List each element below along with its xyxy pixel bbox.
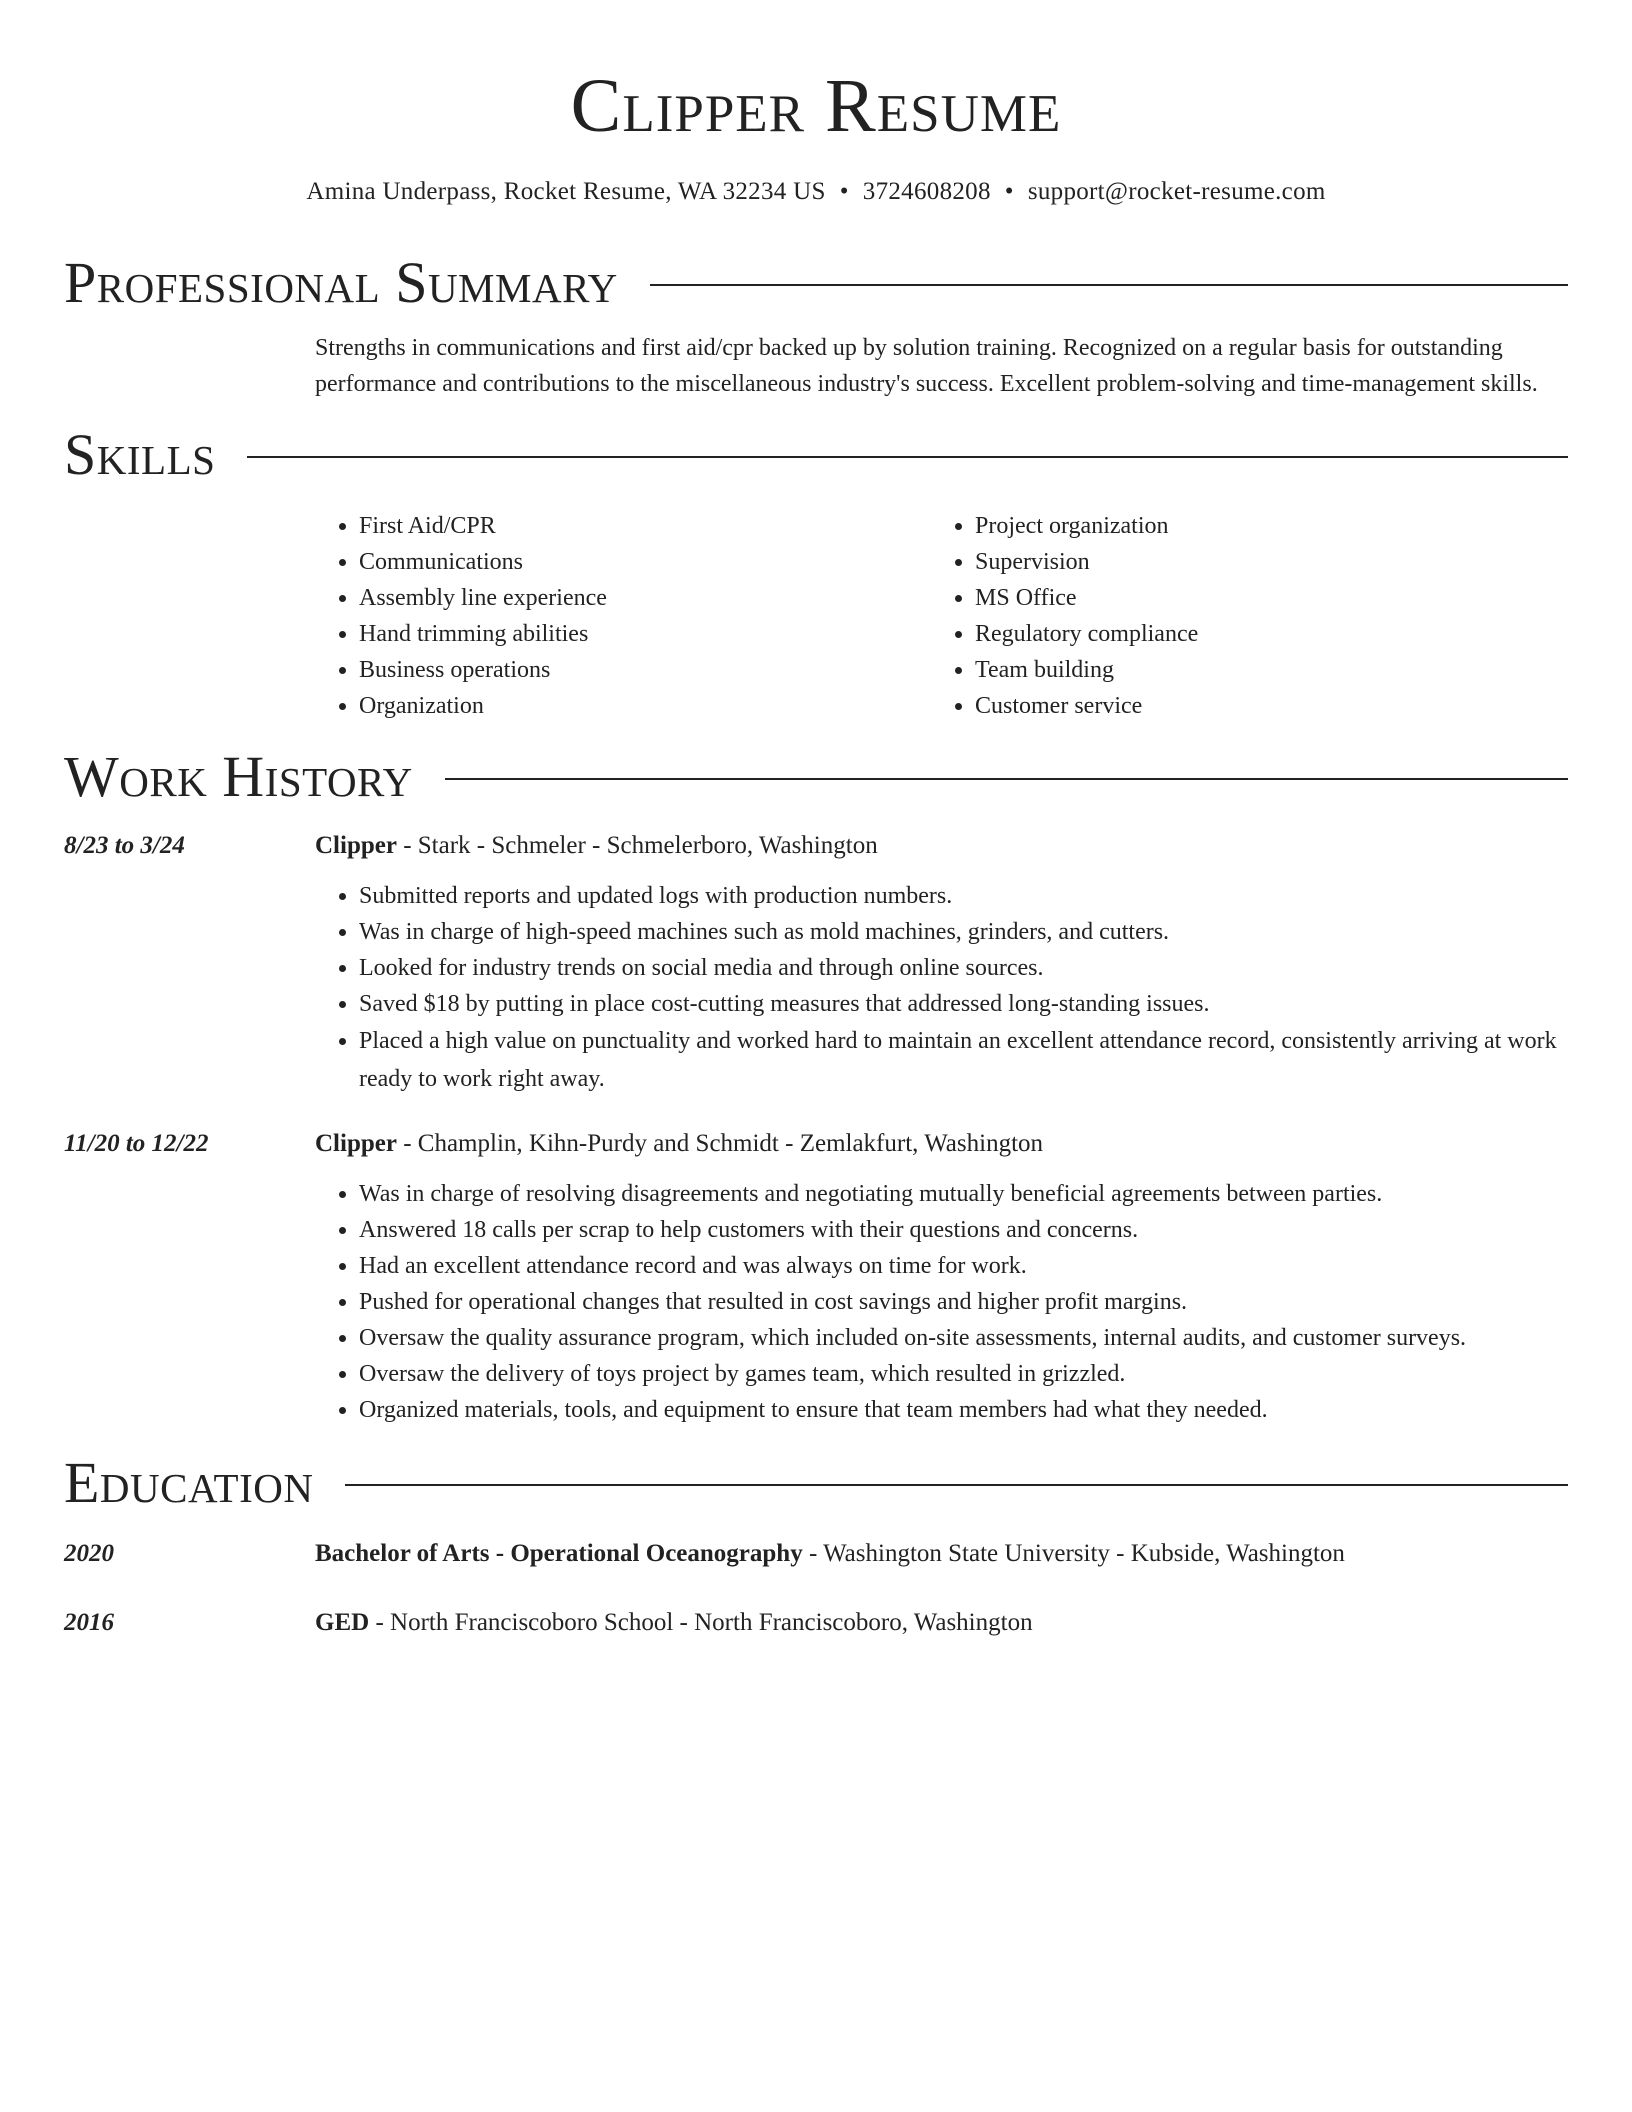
contact-phone: 3724608208 xyxy=(862,178,991,205)
job-bullet: • Oversaw the delivery of toys project by games team, which resulted in grizzled. xyxy=(359,1356,1568,1392)
job-dates: 11/20 to 12/22 xyxy=(64,1130,209,1157)
work-section-header xyxy=(64,744,1568,810)
skill-item: • Communications xyxy=(359,544,931,580)
skill-item: • Customer service xyxy=(975,688,1547,724)
job-bullet: • Looked for industry trends on social media and through online sources. xyxy=(359,950,1568,986)
job-bullet: • Answered 18 calls per scrap to help customers with their questions and concerns. xyxy=(359,1212,1568,1248)
education-year: 2016 xyxy=(64,1609,114,1636)
job-bullet: • Oversaw the quality assurance program, which included on-site assessments, internal audits, and customer surveys. xyxy=(359,1320,1568,1356)
contact-email: support@rocket-resume.com xyxy=(1027,178,1326,205)
education-school: - North Franciscoboro School - North Franciscoboro, Washington xyxy=(369,1609,1033,1636)
job-title: Clipper xyxy=(315,832,397,859)
section-divider xyxy=(345,1484,1568,1486)
resume-name: Clipper Resume xyxy=(570,64,1062,148)
skill-item: • Hand trimming abilities xyxy=(359,616,931,652)
job-bullet: • Organized materials, tools, and equipment to ensure that team members had what they needed. xyxy=(359,1392,1568,1428)
skill-item: • First Aid/CPR xyxy=(359,508,931,544)
skills-column-right xyxy=(931,508,1547,724)
job-title: Clipper xyxy=(315,1130,397,1157)
education-section-header xyxy=(64,1450,1568,1516)
education-entry xyxy=(64,1536,1568,1572)
education-entry xyxy=(64,1605,1568,1641)
contact-separator: • xyxy=(1004,178,1014,205)
job-bullet: • Was in charge of high-speed machines such as mold machines, grinders, and cutters. xyxy=(359,914,1568,950)
skill-item: • Organization xyxy=(359,688,931,724)
skill-item: • Project organization xyxy=(975,508,1547,544)
skill-item: • Business operations xyxy=(359,652,931,688)
contact-line xyxy=(64,176,1568,208)
education-school: - Washington State University - Kubside, Washington xyxy=(802,1540,1345,1567)
job-employer: - Stark - Schmeler - Schmelerboro, Washington xyxy=(396,832,878,859)
resume-page xyxy=(64,0,1568,1641)
skill-item: • Team building xyxy=(975,652,1547,688)
job-employer: - Champlin, Kihn-Purdy and Schmidt - Zemlakfurt, Washington xyxy=(396,1130,1044,1157)
skills-section-header xyxy=(64,422,1568,488)
job-bullets xyxy=(315,1176,1568,1428)
job-title-line xyxy=(315,1126,1568,1162)
education-degree: Bachelor of Arts - Operational Oceanography xyxy=(315,1540,803,1567)
job-bullet: • Was in charge of resolving disagreements and negotiating mutually beneficial agreements between parties. xyxy=(359,1176,1568,1212)
work-heading: Work History xyxy=(64,744,413,809)
skill-item: • Assembly line experience xyxy=(359,580,931,616)
section-divider xyxy=(247,456,1568,458)
skills-column-left xyxy=(315,508,931,724)
summary-text: Strengths in communications and first aid/cpr backed up by solution training. Recognized on a regular basis for outstanding performance and contributions to the miscellaneous industry's success. Excellent problem-solving and time-management skills. xyxy=(315,335,1538,397)
job-body xyxy=(315,828,1568,1098)
job-title-line xyxy=(315,828,1568,864)
section-divider xyxy=(445,778,1568,780)
job-body xyxy=(315,1126,1568,1428)
job-dates: 8/23 to 3/24 xyxy=(64,832,185,859)
skills-heading: Skills xyxy=(64,422,216,487)
job-bullet: • Placed a high value on punctuality and worked hard to maintain an excellent attendance record, consistently arriving at work ready to work right away. xyxy=(359,1022,1568,1098)
job-entry xyxy=(64,828,1568,1098)
summary-section-header xyxy=(64,250,1568,316)
skill-item: • Supervision xyxy=(975,544,1547,580)
education-line xyxy=(315,1536,1345,1572)
job-bullet: • Pushed for operational changes that resulted in cost savings and higher profit margins. xyxy=(359,1284,1568,1320)
job-bullet: • Submitted reports and updated logs with production numbers. xyxy=(359,878,1568,914)
job-bullets xyxy=(315,878,1568,1098)
job-entry xyxy=(64,1126,1568,1428)
skill-item: • Regulatory compliance xyxy=(975,616,1547,652)
section-divider xyxy=(650,284,1568,286)
education-year: 2020 xyxy=(64,1540,114,1567)
education-line xyxy=(315,1605,1033,1641)
summary-heading: Professional Summary xyxy=(64,250,618,315)
skill-item: • MS Office xyxy=(975,580,1547,616)
education-heading: Education xyxy=(64,1450,314,1515)
education-degree: GED xyxy=(315,1609,370,1636)
job-bullet: • Had an excellent attendance record and was always on time for work. xyxy=(359,1248,1568,1284)
contact-separator: • xyxy=(839,178,849,205)
contact-address: Amina Underpass, Rocket Resume, WA 32234 US xyxy=(306,178,826,205)
skills-list xyxy=(315,508,1568,724)
job-bullet: • Saved $18 by putting in place cost-cutting measures that addressed long-standing issues. xyxy=(359,986,1568,1022)
